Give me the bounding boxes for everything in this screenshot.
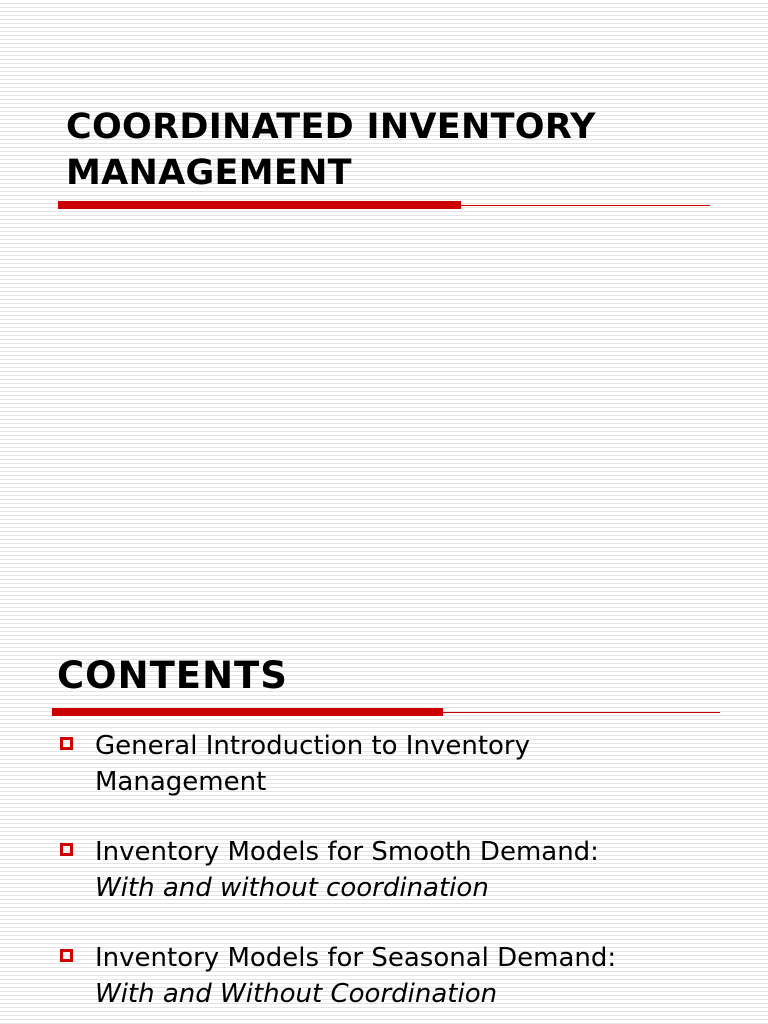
title-underline-thick-bar [58,201,461,209]
hollow-square-bullet-icon [60,949,73,962]
bullet-text-line-2: With and without coordination [95,873,489,903]
bullet-text-line-1: Inventory Models for Seasonal Demand: [95,943,617,973]
bullet-text-line-1: Inventory Models for Smooth Demand: [95,837,599,867]
slide-title-line-2: MANAGEMENT [66,153,352,193]
title-underline-thin-line [461,205,710,206]
contents-underline-thin-line [443,712,720,713]
slide-title-line-1: COORDINATED INVENTORY [66,107,596,147]
bullet-text-line-1: General Introduction to Inventory [95,731,530,761]
title-underline [58,205,710,206]
hollow-square-bullet-icon [60,737,73,750]
contents-heading: CONTENTS [57,654,288,697]
bullet-text-line-2: Management [95,767,267,797]
bullet-text-line-2: With and Without Coordination [95,979,498,1009]
contents-underline-thick-bar [52,708,443,716]
contents-underline [52,712,720,713]
hollow-square-bullet-icon [60,843,73,856]
slide-title [66,104,596,196]
contents-slide [0,620,768,1024]
